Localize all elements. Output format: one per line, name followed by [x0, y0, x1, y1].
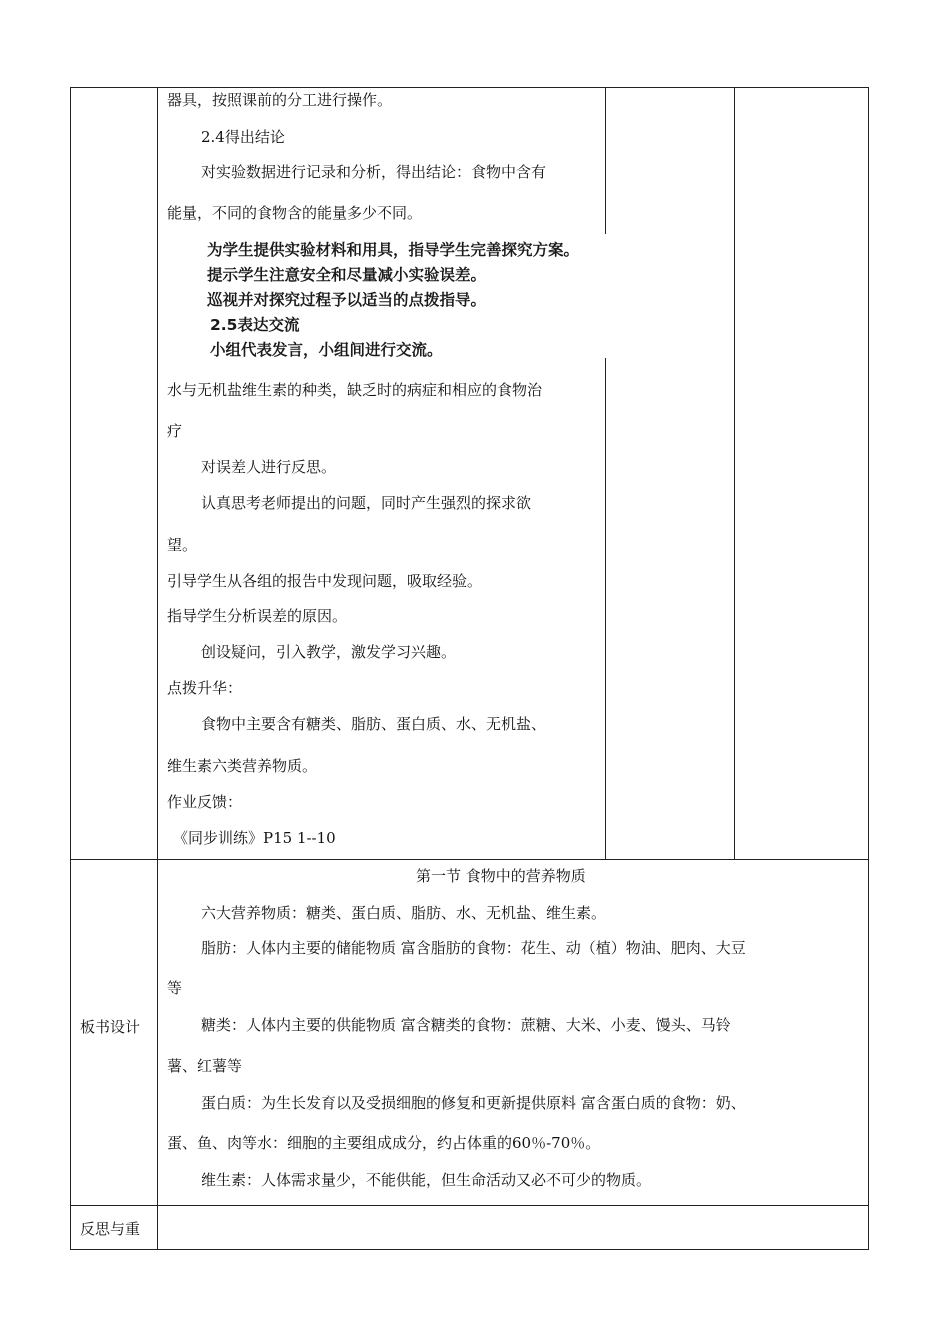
text-line: 指导学生分析误差的原因。 — [167, 607, 348, 625]
text-line: 食物中主要含有糖类、脂肪、蛋白质、水、无机盐、 — [201, 715, 547, 733]
section-heading: 2.4得出结论 — [201, 128, 285, 146]
text-line: 疗 — [167, 422, 183, 440]
text-line: 《同步训练》P15 1--10 — [173, 829, 336, 847]
third-column-border — [734, 87, 735, 860]
row-divider-board — [70, 859, 869, 860]
text-line: 作业反馈： — [167, 793, 243, 811]
text-line: 创设疑问，引入教学，激发学习兴趣。 — [201, 643, 457, 661]
content-column-border-lower — [605, 358, 606, 860]
text-line: 维生素六类营养物质。 — [167, 757, 318, 775]
text-line: 器具，按照课前的分工进行操作。 — [167, 91, 393, 109]
board-line: 糖类：人体内主要的供能物质 富含糖类的食物：蔗糖、大米、小麦、馒头、马铃 — [201, 1016, 731, 1034]
board-line: 薯、红薯等 — [167, 1057, 243, 1075]
image-text-line: 2.5表达交流 — [210, 316, 300, 334]
text-line: 对误差人进行反思。 — [201, 458, 337, 476]
table-left-border — [70, 87, 71, 1250]
text-line: 点拨升华： — [167, 679, 243, 697]
table-bottom-border — [70, 1249, 869, 1250]
text-line: 能量，不同的食物含的能量多少不同。 — [167, 204, 423, 222]
board-line: 蛋白质：为生长发育以及受损细胞的修复和更新提供原料 富含蛋白质的食物：奶、 — [201, 1094, 746, 1112]
text-line: 引导学生从各组的报告中发现问题，吸取经验。 — [167, 572, 483, 590]
table-right-border — [868, 87, 869, 1250]
image-text-line: 为学生提供实验材料和用具，指导学生完善探究方案。 — [207, 241, 580, 259]
board-title: 第一节 食物中的营养物质 — [416, 867, 586, 885]
text-line: 水与无机盐维生素的种类，缺乏时的病症和相应的食物治 — [167, 381, 543, 399]
reflection-label: 反思与重 — [80, 1220, 141, 1238]
text-line: 对实验数据进行记录和分析，得出结论：食物中含有 — [201, 163, 547, 181]
board-design-label: 板书设计 — [80, 1018, 141, 1036]
image-text-line: 巡视并对探究过程予以适当的点拨指导。 — [207, 291, 487, 309]
board-line: 等 — [167, 979, 183, 997]
image-text-line: 提示学生注意安全和尽量减小实验误差。 — [207, 266, 487, 284]
table-top-border — [70, 87, 869, 88]
text-line: 望。 — [167, 536, 198, 554]
board-line: 维生素：人体需求量少，不能供能，但生命活动又必不可少的物质。 — [201, 1171, 652, 1189]
board-line: 蛋、鱼、肉等水：细胞的主要组成成分，约占体重的60％-70％。 — [167, 1134, 601, 1152]
row-divider-reflection — [70, 1205, 869, 1206]
image-text-line: 小组代表发言，小组间进行交流。 — [210, 341, 443, 359]
board-line: 六大营养物质：糖类、蛋白质、脂肪、水、无机盐、维生素。 — [201, 904, 607, 922]
board-line: 脂肪：人体内主要的储能物质 富含脂肪的食物：花生、动（植）物油、肥肉、大豆 — [201, 939, 746, 957]
text-line: 认真思考老师提出的问题，同时产生强烈的探求欲 — [201, 494, 532, 512]
content-column-border-upper — [605, 87, 606, 234]
label-column-border — [157, 87, 158, 1250]
